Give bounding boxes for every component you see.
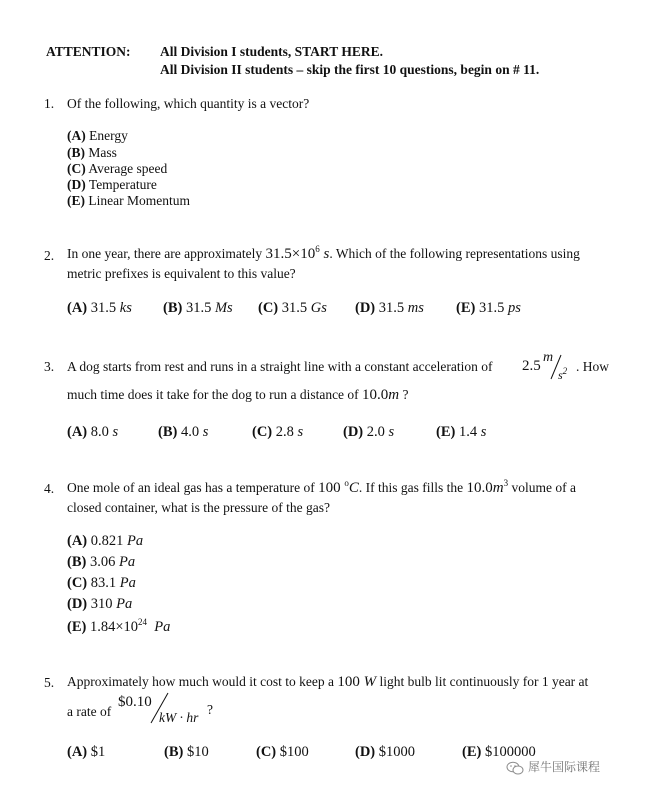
choice-d: (D) 310 Pa bbox=[67, 596, 133, 612]
question-text-end: ? bbox=[207, 702, 213, 717]
choice-c: (C) 31.5 Gs bbox=[258, 300, 327, 316]
question-text-line-2: a rate of bbox=[67, 704, 112, 719]
question-text-line-2: closed container, what is the pressure of the gas? bbox=[67, 500, 330, 515]
question-text-line-1: In one year, there are approximately $31.5\times 10^6$ s. Which of the following representations using bbox=[67, 244, 580, 262]
question-text-line-1: A dog starts from rest and runs in a straight line with a constant acceleration of bbox=[67, 359, 493, 374]
attention-line-2: All Division II students – skip the first 10 questions, begin on # 11. bbox=[160, 62, 540, 77]
choice-d: (D) $1000 bbox=[355, 744, 416, 760]
accel-denominator: $s^2$ bbox=[558, 366, 568, 382]
choice-a: (A) 8.0 s bbox=[67, 424, 119, 440]
choice-d: (D) 2.0 s bbox=[343, 424, 395, 440]
math-temperature: 100 $^o$C bbox=[318, 478, 359, 496]
choice-a: (A) 0.821 Pa bbox=[67, 533, 144, 549]
choice-c: (C) 83.1 Pa bbox=[67, 575, 136, 591]
question-text-line-1: Approximately how much would it cost to keep a 100 W light bulb lit continuously for 1 year at bbox=[67, 674, 589, 690]
question-number: 5. bbox=[44, 675, 55, 690]
choice-a: (A) $1 bbox=[67, 744, 106, 760]
choice-c: (C) 2.8 s bbox=[252, 424, 304, 440]
choice-b: (B) 3.06 Pa bbox=[67, 554, 136, 570]
wechat-icon bbox=[506, 761, 524, 775]
watermark-text: 犀牛国际课程 bbox=[528, 760, 601, 774]
attention-line-1: All Division I students, START HERE. bbox=[160, 44, 383, 59]
choice-e: (E) $100000 bbox=[462, 744, 536, 760]
math-acceleration: 2.5 bbox=[522, 358, 541, 374]
choice-e: (E) Linear Momentum bbox=[67, 193, 190, 208]
choice-d: (D) Temperature bbox=[67, 177, 157, 192]
question-number: 1. bbox=[44, 96, 55, 111]
choice-a: (A) 31.5 ks bbox=[67, 300, 132, 316]
choice-c: (C) Average speed bbox=[67, 161, 168, 176]
question-text-line-1-end: . How bbox=[576, 359, 609, 374]
question-number: 2. bbox=[44, 248, 55, 263]
choice-b: (B) $10 bbox=[164, 744, 209, 760]
rate-numerator: $0.10 bbox=[118, 694, 152, 710]
question-text-line-1: One mole of an ideal gas has a temperature of 100 $^o$C. If this gas fills the $10.0m^3$ volume of a bbox=[67, 478, 576, 496]
math-volume: $10.0m^3$ bbox=[466, 478, 509, 496]
question-number: 4. bbox=[44, 481, 55, 496]
choice-e: (E) $1.84\times 10^{24}$ Pa bbox=[67, 617, 171, 635]
choice-a: (A) Energy bbox=[67, 128, 128, 143]
choice-d: (D) 31.5 ms bbox=[355, 300, 424, 316]
rate-denominator: kW · hr bbox=[159, 710, 199, 725]
choice-c: (C) $100 bbox=[256, 744, 309, 760]
choice-e: (E) 1.4 s bbox=[436, 424, 487, 440]
question-number: 3. bbox=[44, 359, 55, 374]
question-text-line-2: much time does it take for the dog to run a distance of 10.0m ? bbox=[67, 387, 409, 403]
accel-numerator: m bbox=[543, 350, 554, 365]
choice-b: (B) Mass bbox=[67, 145, 117, 160]
choice-e: (E) 31.5 ps bbox=[456, 300, 521, 316]
choice-b: (B) 4.0 s bbox=[158, 424, 209, 440]
attention-label: ATTENTION: bbox=[46, 44, 131, 59]
question-text-line-2: metric prefixes is equivalent to this value? bbox=[67, 266, 296, 281]
math-seconds-per-year: $31.5\times 10^6$ s bbox=[265, 244, 330, 262]
choice-b: (B) 31.5 Ms bbox=[163, 300, 233, 316]
question-text: Of the following, which quantity is a vector? bbox=[67, 96, 310, 111]
watermark bbox=[506, 758, 600, 775]
